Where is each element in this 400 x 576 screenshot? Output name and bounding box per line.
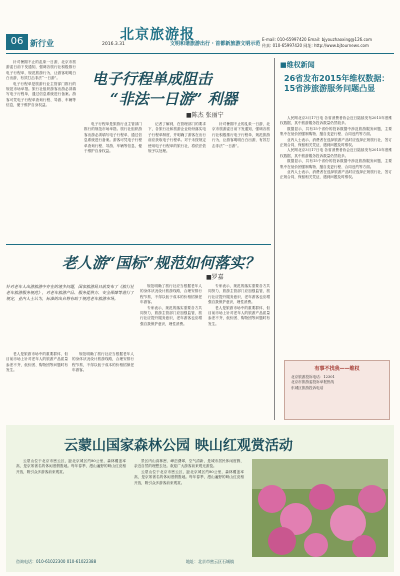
page-header <box>0 0 400 56</box>
article-2-column-2 <box>72 352 134 418</box>
article-2-column-4 <box>208 284 270 418</box>
contact-line: E-mail: 010-65997420 Email: bjyouzhaoxing@126.com <box>262 37 372 42</box>
contact-line: 传真: 010-65997420 网址: http://www.bjtournews.com <box>262 43 369 48</box>
header-contact <box>262 37 372 49</box>
sidebar-rule <box>274 58 275 420</box>
issue-date: 2016.3.31 <box>102 42 125 47</box>
article-2-byline: ■罗嘉 <box>206 274 224 281</box>
ad-paragraph: 云蒙山位于北京市密云区，距北京城区约80公里，森林覆盖率高，是京郊著名的休闲度假胜地。每年春季，漫山遍野的映山红竞相开放，吸引众多游客前来观赏。 <box>134 469 244 485</box>
sidebar-tag: ■维权新闻 <box>280 61 315 69</box>
ad-address: 地址：北京市密云区石城镇 <box>186 559 234 564</box>
header-rule <box>6 53 394 54</box>
sidebar-paragraph: 数据显示，共有15个省份的投诉数据中涉及旅游服务问题，主要集中在低价团强制购物、擅自变更行程、合同违约等方面。 <box>280 126 392 137</box>
ad-title: 云蒙山国家森林公园 映山红观赏活动 <box>64 438 293 454</box>
article-paragraph: 电子行程单是旅游行业主管部门推行的规范市场举措。旅行社组织游客出游必须填写电子行程单，通过信息系统进行备案。游客可凭电子行程单查询行程、导游、车辆等信息，便于维护自身权益。 <box>84 122 142 154</box>
article-2-title: 老人游“国标”规范如何落实？ <box>62 254 260 272</box>
article-1-column-4 <box>212 122 270 240</box>
complaint-line: 北京市旅游委投诉举报热线 <box>291 380 335 385</box>
article-paragraph: 专家表示，规范的落实需要各方共同努力，旅游主管部门应加强监管，旅行社应提升服务意识，老年游客也应增强自我保护意识，理性消费。 <box>140 305 202 326</box>
sidebar-paragraph: 人民网北京3月17日电 各省消费者协会近日陆续发布2015年度维权数据，其中旅游服务投诉数量仍然较多。 <box>280 148 392 158</box>
sidebar-paragraph: 人民网北京3月17日电 各省消费者协会近日陆续发布2015年度维权数据，其中旅游服务投诉数量仍然较多。 <box>280 116 392 126</box>
complaint-box <box>284 360 390 420</box>
article-paragraph: 老人是旅游市场中的重要群体，但目前市场上针对老年人的旅游产品质量参差不齐，低价团、购物团等问题时有发生。 <box>208 305 270 326</box>
section-name: 新行业 <box>30 38 54 48</box>
complaint-line: 东城区旅游投诉电话 <box>291 385 324 390</box>
article-1-column-2 <box>84 122 142 240</box>
ad-paragraph: 景区内山高林密、峰峦叠翠，空气清新，是城市居民休闲度假、亲近自然的理想去处。欢迎广大游客前来观光游览。 <box>134 459 244 469</box>
article-paragraph: 专家表示，规范的落实需要各方共同努力，旅游主管部门应加强监管，旅行社应提升服务意识，老年游客也应增强自我保护意识，理性消费。 <box>208 284 270 305</box>
article-paragraph: 针对暑期不止的乱象一日游，北京市旅游委日前下发通知，强调各旅行社积极推行电子行程单，规范旅游行为，让游客明明白白出游，有效打击非法“一日游”。 <box>6 60 76 81</box>
ad-column-2 <box>134 459 244 555</box>
sidebar-paragraph: 业内人士表示，消费者在选择旅游产品时应选择正规旅行社，签订正规合同，保留相关凭证，遇到问题及时维权。 <box>280 137 392 148</box>
article-1-column-3 <box>148 122 206 240</box>
sidebar-body <box>280 116 392 356</box>
ad-column-1 <box>16 459 126 555</box>
article-paragraph: 规范明确了旅行社应当根据老年人的身体状况设计旅游线路，合理安排行程节奏，不得以低于成本的价格招徕老年游客。 <box>72 352 134 373</box>
article-1-title-line-2: “非法一日游” 利器 <box>110 90 238 108</box>
sidebar <box>280 58 394 422</box>
article-2-lead: 针对老年人出游旅游中存在的诸多问题，国家旅游局日前发布了《旅行社老年旅游服务规范》，对老年旅游产品、服务提供方、安全保障等进行了规定，业内人士认为，标准的出台将有助于规范老年旅游市场。 <box>6 284 134 301</box>
header-slogan: 文明和谐旅游出行 · 首都新旅游文明示范 <box>170 41 261 47</box>
sidebar-title: 26省发布2015年维权数据：15省涉旅游服务问题凸显 <box>284 74 390 93</box>
article-paragraph: 针对暑期不止的乱象一日游，北京市旅游委日前下发通知，强调各旅行社积极推行电子行程单，规范旅游行为，让游客明明白白出游，有效打击非法“一日游”。 <box>212 122 270 148</box>
article-2 <box>6 248 271 420</box>
article-paragraph: 规范明确了旅行社应当根据老年人的身体状况设计旅游线路，合理安排行程节奏，不得以低于成本的价格招徕老年游客。 <box>140 284 202 305</box>
article-2-column-3 <box>140 284 202 418</box>
article-divider <box>6 244 271 245</box>
newspaper-brand: 北京旅游报 <box>120 27 195 43</box>
ad-phone: 咨询电话：010-61022300 010-61022388 <box>16 559 97 564</box>
article-paragraph: 记者了解到，在管理部门的要求下，各旅行社和旅游企业纷纷落实电子行程单制度，并明确了游客在出行前应获取电子行程单。对于未按规定使用电子行程单的旅行社，将依法依规予以处理。 <box>148 122 206 154</box>
article-paragraph: 电子行程单是旅游行业主管部门推行的规范市场举措。旅行社组织游客出游必须填写电子行程单，通过信息系统进行备案。游客可凭电子行程单查询行程、导游、车辆等信息，便于维护自身权益。 <box>6 81 76 108</box>
article-1 <box>6 58 271 243</box>
ad-paragraph: 云蒙山位于北京市密云区，距北京城区约80公里，森林覆盖率高，是京郊著名的休闲度假胜地。每年春季，漫山遍野的映山红竞相开放，吸引众多游客前来观赏。 <box>16 459 126 474</box>
sidebar-paragraph: 数据显示，共有15个省份的投诉数据中涉及旅游服务问题，主要集中在低价团强制购物、擅自变更行程、合同违约等方面。 <box>280 159 392 169</box>
page-number: 06 <box>6 34 28 50</box>
complaint-box-title: 有事不找我——维权 <box>314 366 360 372</box>
complaint-line: 北京旅游投诉电话：12301 <box>291 375 335 379</box>
article-2-column-1 <box>6 352 68 418</box>
article-paragraph: 老人是旅游市场中的重要群体，但目前市场上针对老年人的旅游产品质量参差不齐，低价团、购物团等问题时有发生。 <box>6 352 68 373</box>
article-1-byline: ■陈杰 张丽宁 <box>186 112 224 119</box>
advertisement <box>6 425 394 572</box>
sidebar-paragraph: 业内人士表示，消费者在选择旅游产品时应选择正规旅行社，签订正规合同，保留相关凭证，遇到问题及时维权。 <box>280 170 392 180</box>
azalea-photo <box>252 459 388 557</box>
article-1-column-1 <box>6 60 76 240</box>
article-1-title-line-1: 电子行程单成阻击 <box>92 70 213 88</box>
complaint-box-body <box>285 372 389 394</box>
